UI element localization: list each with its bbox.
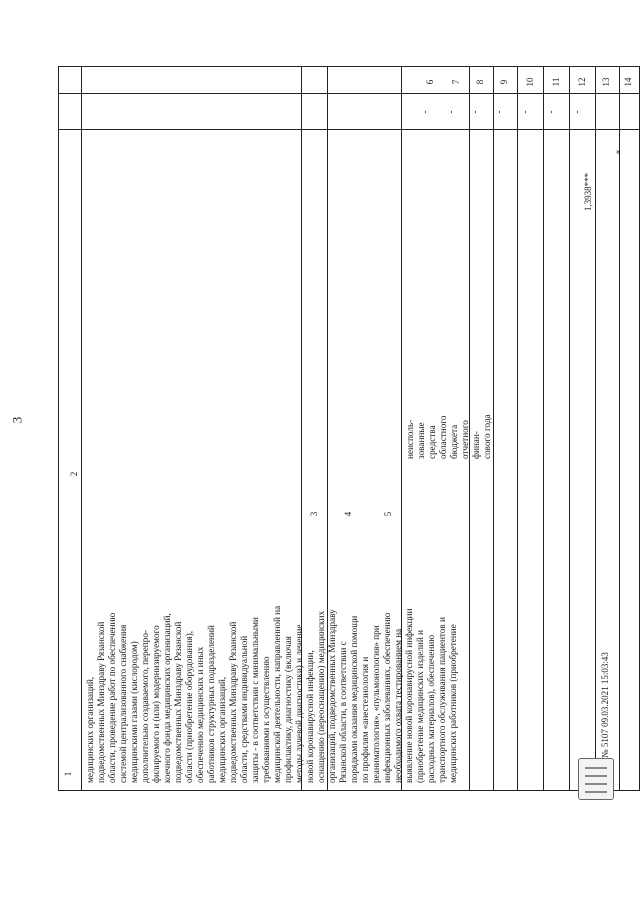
col-header-1: 1	[63, 771, 73, 777]
col-header-5: 5	[383, 511, 393, 517]
cell-dash: -	[445, 110, 456, 114]
col-header-7: 7	[451, 79, 461, 85]
column-5-text: неисполь- зованные средства областного бюджета отчетного финан- сового года	[405, 414, 492, 459]
column-2-text: медицинских организаций, подведомственных Минздраву Рязанской области, проведение работ по обеспечению системой централизованного снабжения медицинскими газами (кислородом) дополнительно создаваемого, перепро- филируемого и (или) модернизируемого коечного фонда медицинских организаций, подведомственных Минздраву Рязанской области (приобретение оборудования), обеспечению медицинских и иных работников структурных подразделений медицинских организаций, подведомственных Минздраву Рязанской области, средствами индивидуальной защиты - в соответствии с минимальными требованиями к осуществлению медицинской деятельности, направленной на профилактику, диагностику (включая методы лучевой диагностики) и лечение новой коронавирусной инфекции, оснащению (переоснащению) медицинских организаций, подведомственных Минздраву Рязанской области, в соответствии с порядками оказания медицинской помощи по профилям «анестезиология и реаниматология», «пульмонология» при инфекционных заболеваниях, обеспечению необходимого охвата тестированием на выявление новой коронавирусной инфекции (приобретение медицинских изделий и расходных материалов), обеспечению транспортного обслуживания пациентов и медицинских работников (приобретение	[85, 605, 458, 783]
cell-dash: -	[419, 110, 430, 114]
col-header-12: 12	[577, 77, 587, 87]
col-header-3: 3	[309, 511, 319, 517]
col-divider	[493, 67, 494, 790]
col-header-8: 8	[475, 79, 485, 85]
col-divider	[595, 67, 596, 790]
cell-dash: -	[545, 110, 556, 114]
col-divider	[569, 67, 570, 790]
column-13-value: 1,3938***	[583, 172, 594, 212]
col-header-6: 6	[425, 79, 435, 85]
row-divider	[59, 93, 639, 94]
col-header-13: 13	[601, 77, 611, 87]
col-divider	[619, 67, 620, 790]
col-header-4: 4	[343, 511, 353, 517]
col-header-11: 11	[551, 77, 561, 87]
col-header-2: 2	[69, 471, 79, 477]
registration-footer: № 5107 09.03.2021 15:03:43	[600, 652, 610, 758]
col-divider	[517, 67, 518, 790]
col-header-9: 9	[499, 79, 509, 85]
cell-dash: -	[519, 110, 530, 114]
page-number: 3	[9, 416, 25, 424]
col-header-14: 14	[623, 77, 633, 87]
col-divider	[81, 67, 82, 790]
registration-stamp	[578, 758, 614, 800]
cell-dash: -	[571, 110, 582, 114]
col-divider	[543, 67, 544, 790]
cell-dash: -	[469, 110, 480, 114]
data-table	[58, 66, 640, 791]
column-16-value: «	[612, 149, 623, 155]
col-header-10: 10	[525, 77, 535, 87]
row-divider	[59, 129, 639, 130]
cell-dash: -	[493, 110, 504, 114]
